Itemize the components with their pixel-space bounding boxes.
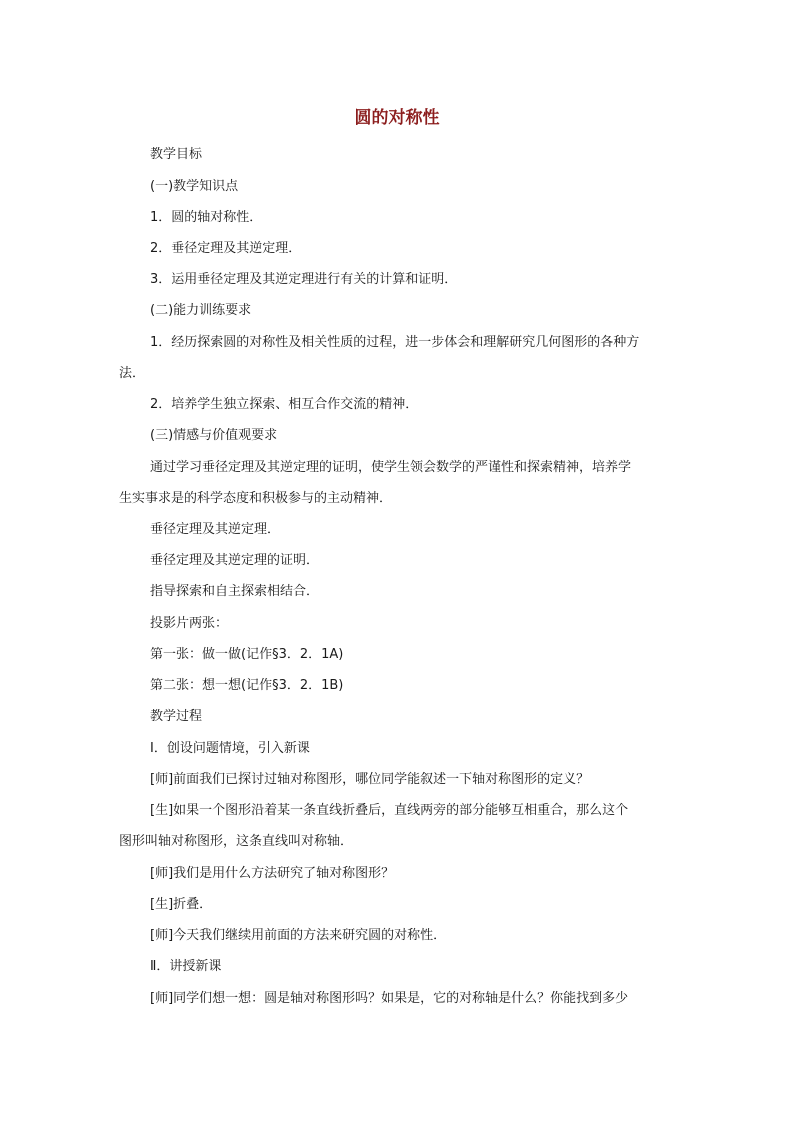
text-line: 通过学习垂径定理及其逆定理的证明，使学生领会数学的严谨性和探索精神，培养学 bbox=[150, 460, 632, 475]
text-line: 1．圆的轴对称性． bbox=[150, 210, 263, 225]
text-line: 1．经历探索圆的对称性及相关性质的过程，进一步体会和理解研究几何图形的各种方 bbox=[150, 335, 640, 350]
text-line: (三)情感与价值观要求 bbox=[150, 428, 278, 443]
text-line: 2．垂径定理及其逆定理． bbox=[150, 241, 302, 256]
text-line: 3．运用垂径定理及其逆定理进行有关的计算和证明． bbox=[150, 272, 458, 287]
text-line: 第一张：做一做(记作§3．2．1A) bbox=[150, 647, 344, 662]
text-line: 生实事求是的科学态度和积极参与的主动精神． bbox=[119, 491, 393, 506]
text-line: 垂径定理及其逆定理． bbox=[150, 522, 281, 537]
text-line: 图形叫轴对称图形，这条直线叫对称轴． bbox=[119, 834, 354, 849]
text-line: 2．培养学生独立探索、相互合作交流的精神． bbox=[150, 397, 419, 412]
text-line: [师]今天我们继续用前面的方法来研究圆的对称性． bbox=[150, 928, 447, 943]
text-line: [生]折叠． bbox=[150, 897, 213, 912]
text-line: (一)教学知识点 bbox=[150, 179, 239, 194]
document-title: 圆的对称性 bbox=[354, 108, 440, 128]
text-line: 法． bbox=[119, 366, 146, 381]
text-line: (二)能力训练要求 bbox=[150, 303, 252, 318]
text-line: [师]我们是用什么方法研究了轴对称图形？ bbox=[150, 866, 395, 881]
text-line: 指导探索和自主探索相结合． bbox=[150, 584, 320, 599]
text-line: [师]前面我们已探讨过轴对称图形，哪位同学能叙述一下轴对称图形的定义？ bbox=[150, 772, 590, 787]
text-line: 第二张：想一想(记作§3．2．1B) bbox=[150, 678, 344, 693]
text-line: [生]如果一个图形沿着某一条直线折叠后，直线两旁的部分能够互相重合，那么这个 bbox=[150, 803, 629, 818]
text-line: 投影片两张： bbox=[150, 616, 229, 631]
text-line: [师]同学们想一想：圆是轴对称图形吗？如果是，它的对称轴是什么？你能找到多少 bbox=[150, 991, 629, 1006]
text-line: Ⅰ．创设问题情境，引入新课 bbox=[150, 741, 310, 756]
text-line: Ⅱ．讲授新课 bbox=[150, 959, 222, 974]
text-line: 垂径定理及其逆定理的证明． bbox=[150, 553, 320, 568]
text-line: 教学目标 bbox=[150, 147, 203, 162]
text-line: 教学过程 bbox=[150, 709, 203, 724]
